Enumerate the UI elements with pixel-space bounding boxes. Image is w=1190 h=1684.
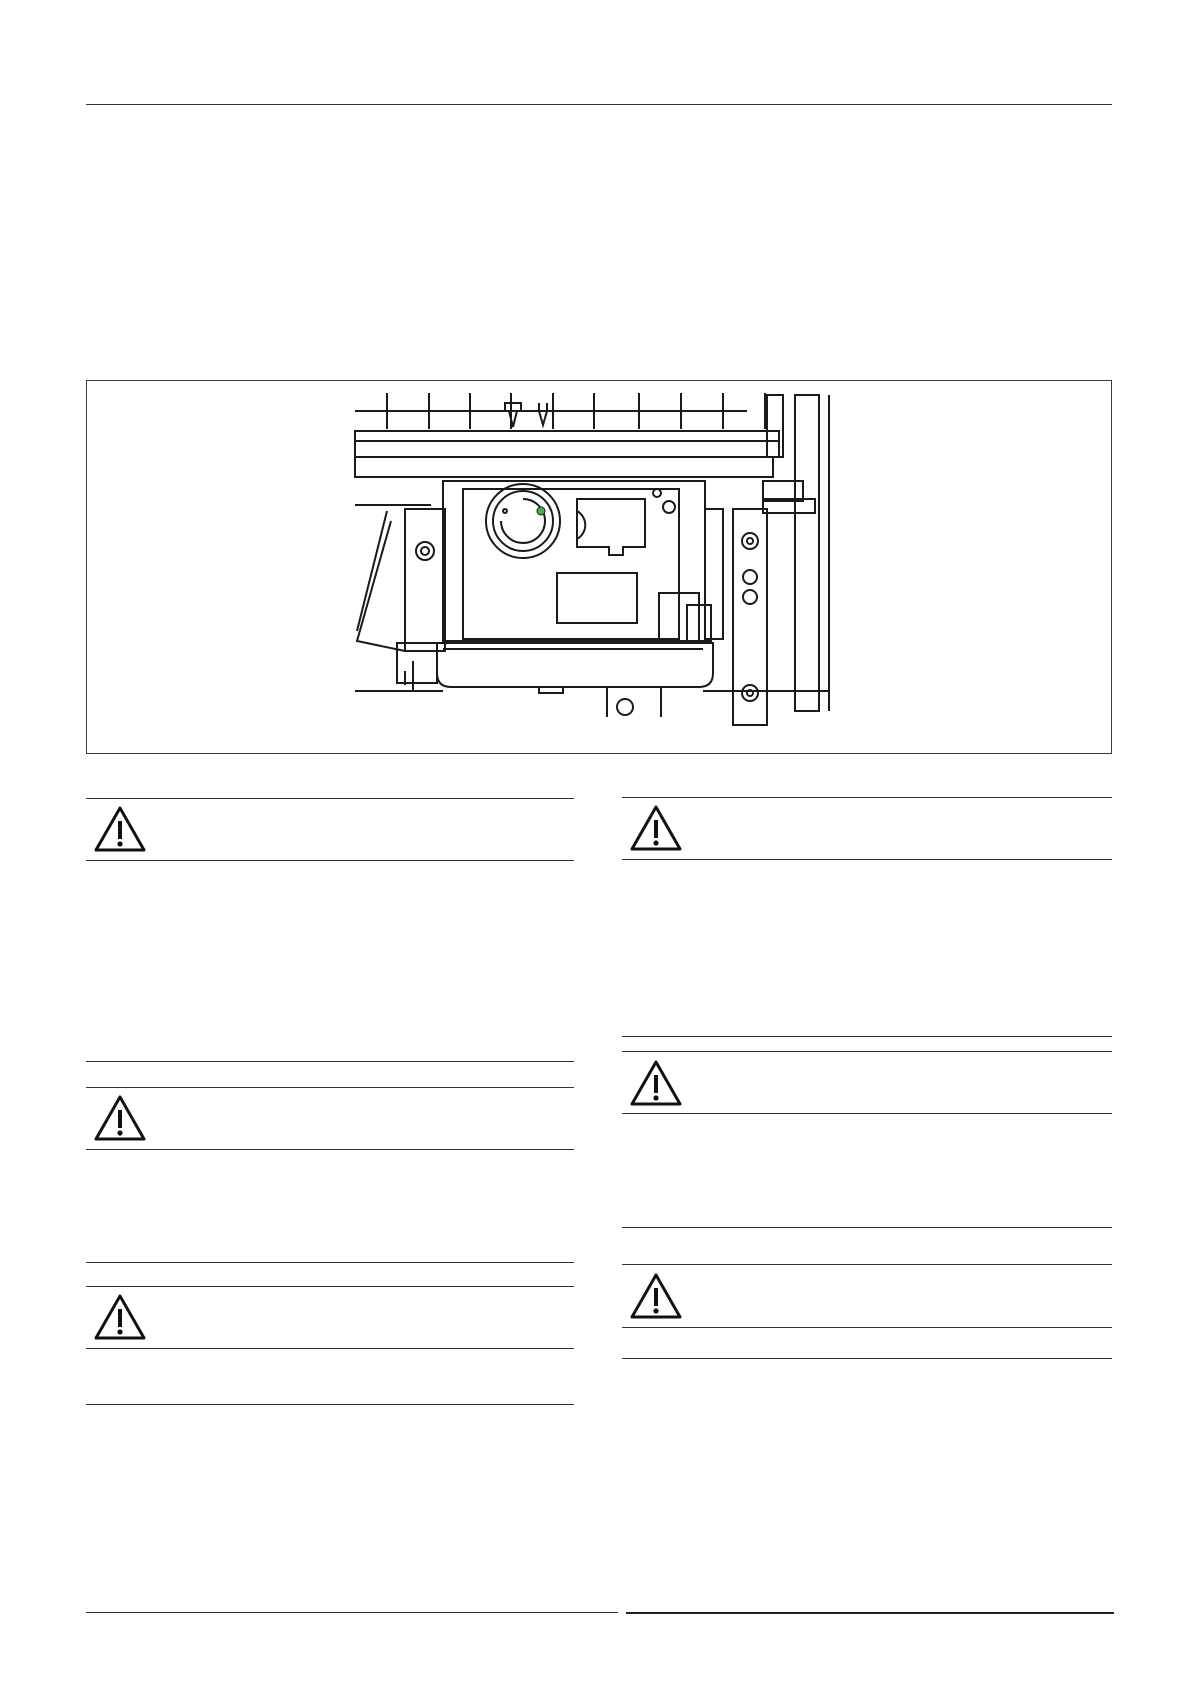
warning-triangle-icon <box>92 804 148 854</box>
section-rule <box>622 1227 1112 1228</box>
warning-bottom-rule <box>622 859 1112 860</box>
boiler-control-panel-diagram <box>87 381 1111 753</box>
warning-top-rule <box>622 1051 1112 1052</box>
warning-top-rule <box>622 797 1112 798</box>
warning-bottom-rule <box>86 1348 574 1349</box>
warning-top-rule <box>86 798 574 799</box>
warning-bottom-rule <box>86 860 574 861</box>
section-rule <box>622 1358 1112 1359</box>
section-rule <box>86 1262 574 1263</box>
warning-bottom-rule <box>86 1149 574 1150</box>
warning-triangle-icon <box>92 1292 148 1342</box>
warning-bottom-rule <box>622 1113 1112 1114</box>
warning-top-rule <box>622 1264 1112 1265</box>
section-rule <box>86 1404 574 1405</box>
status-led <box>537 507 545 515</box>
warning-triangle-icon <box>92 1093 148 1143</box>
section-rule <box>86 1061 574 1062</box>
warning-top-rule <box>86 1087 574 1088</box>
warning-triangle-icon <box>628 1271 684 1321</box>
warning-bottom-rule <box>622 1327 1112 1328</box>
warning-triangle-icon <box>628 1058 684 1108</box>
footer-rule-left <box>86 1612 618 1613</box>
footer-rule-right <box>626 1612 1114 1614</box>
header-rule <box>86 104 1112 105</box>
warning-triangle-icon <box>628 803 684 853</box>
section-rule <box>622 1036 1112 1037</box>
figure-frame <box>86 380 1112 754</box>
warning-top-rule <box>86 1286 574 1287</box>
